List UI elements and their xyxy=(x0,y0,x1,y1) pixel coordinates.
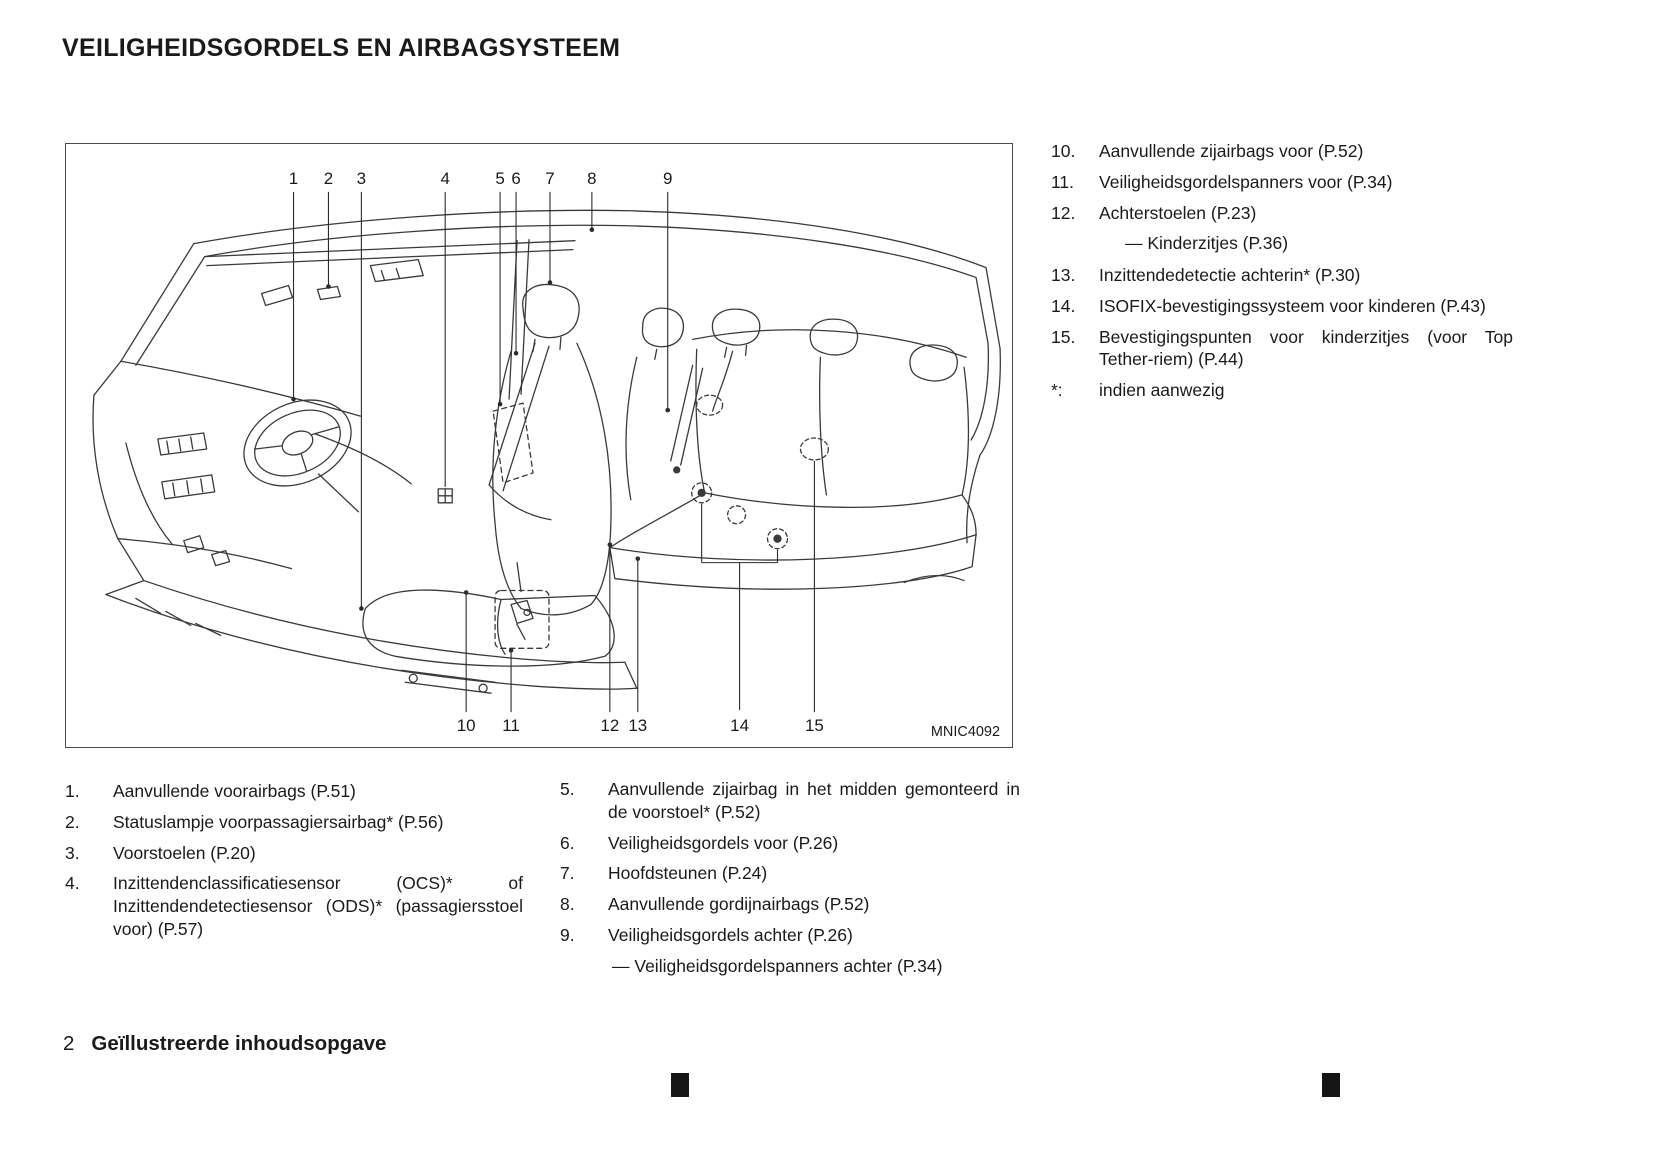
legend-item-text: Veiligheidsgordels voor (P.26) xyxy=(608,832,839,853)
legend-item-text: Inzittendenclassificatiesensor (OCS)* of Inzittendendetectiesensor (ODS)* (passagiersstoel voor) (P.57) xyxy=(113,873,523,939)
legend-item-number: 14. xyxy=(1051,295,1076,316)
legend-item-text: Aanvullende voorairbags (P.51) xyxy=(113,781,356,801)
legend-item-text: Bevestigingspunten voor kinderzitjes (voor Top Tether-riem) (P.44) xyxy=(1099,326,1513,370)
interior-diagram-figure xyxy=(65,143,1013,748)
b-pillar xyxy=(509,240,529,399)
legend-item xyxy=(560,778,1020,824)
legend-item-text: Voorstoelen (P.20) xyxy=(113,842,256,863)
legend-item-number: 9. xyxy=(560,924,575,945)
legend-item xyxy=(65,811,523,834)
leader-dots xyxy=(291,227,670,652)
legend-item-number: 13. xyxy=(1051,265,1076,285)
legend-item-number: 7. xyxy=(560,863,575,884)
callout-12: 12 xyxy=(600,716,620,736)
legend-item-number: 10. xyxy=(1051,141,1076,161)
callout-10: 10 xyxy=(456,716,476,736)
rear-bench xyxy=(610,309,976,589)
legend-item xyxy=(1051,295,1513,318)
occupant-sensor xyxy=(438,489,452,503)
footer-page-number: 2 xyxy=(63,1032,75,1055)
binding-mark-right xyxy=(1322,1073,1340,1097)
legend-item-text: Achterstoelen (P.23) xyxy=(1099,202,1257,223)
legend-item xyxy=(1051,264,1513,287)
legend-item-text: Hoofdsteunen (P.24) xyxy=(608,863,768,884)
callout-numbers xyxy=(289,169,824,735)
callout-2: 2 xyxy=(323,168,334,188)
callout-1: 1 xyxy=(288,168,299,188)
callout-8: 8 xyxy=(587,168,597,188)
car-body-outline xyxy=(93,210,1000,580)
legend-item-number: 11. xyxy=(1051,171,1075,192)
legend-item xyxy=(560,862,1020,885)
binding-mark-left xyxy=(671,1073,689,1097)
legend-subitem: — Kinderzitjes (P.36) xyxy=(1125,233,1289,254)
legend-item-footnote xyxy=(1051,379,1513,402)
callout-6: 6 xyxy=(511,168,521,188)
front-seat xyxy=(363,285,614,694)
callout-15: 15 xyxy=(804,716,824,736)
page-footer xyxy=(63,1032,386,1056)
callout-9: 9 xyxy=(663,168,673,188)
callout-11: 11 xyxy=(502,716,520,736)
legend-bottom-left xyxy=(65,780,523,949)
steering-column xyxy=(318,474,358,512)
legend-item xyxy=(65,842,523,865)
legend-item-number: 15. xyxy=(1051,326,1076,347)
legend-item xyxy=(1051,202,1513,225)
page-title: VEILIGHEIDSGORDELS EN AIRBAGSYSTEEM xyxy=(62,34,621,62)
legend-item-text: Inzittendedetectie achterin* (P.30) xyxy=(1099,265,1361,285)
legend-item-text: Veiligheidsgordels achter (P.26) xyxy=(608,924,853,945)
callout-3: 3 xyxy=(356,168,367,188)
footer-section-title: Geïllustreerde inhoudsopgave xyxy=(91,1032,387,1055)
legend-item xyxy=(560,893,1020,916)
legend-item-text: Veiligheidsgordelspanners voor (P.34) xyxy=(1099,171,1393,192)
callout-4: 4 xyxy=(440,168,450,188)
legend-item-number: 8. xyxy=(560,894,575,914)
legend-item-text: Aanvullende gordijnairbags (P.52) xyxy=(608,894,870,914)
legend-item xyxy=(1051,171,1513,194)
legend-item xyxy=(65,780,523,803)
floor-sill xyxy=(106,576,964,690)
overhead-console xyxy=(317,260,423,300)
legend-item-text: Aanvullende zijairbag in het midden gemonteerd in de voorstoel* (P.52) xyxy=(608,779,1020,822)
legend-item-text: indien aanwezig xyxy=(1099,380,1225,400)
legend-item-number: 12. xyxy=(1051,202,1076,223)
rear-seatbelt xyxy=(671,365,703,473)
callout-5: 5 xyxy=(495,168,505,188)
legend-subitem: — Veiligheidsgordelspanners achter (P.34) xyxy=(612,955,943,976)
legend-right xyxy=(1051,140,1513,410)
figure-code: MNIC4092 xyxy=(930,724,1001,741)
legend-item-number: 3. xyxy=(65,842,80,863)
dashboard xyxy=(118,361,411,568)
legend-item xyxy=(1051,326,1513,372)
callout-13: 13 xyxy=(628,716,648,736)
legend-item xyxy=(65,872,523,940)
legend-item-text: ISOFIX-bevestigingssysteem voor kinderen (P.43) xyxy=(1099,295,1486,316)
callout-14: 14 xyxy=(730,716,750,736)
legend-item-number: 4. xyxy=(65,873,80,894)
legend-item-number: 6. xyxy=(560,832,575,853)
legend-item-number: 1. xyxy=(65,781,80,801)
legend-item-number: *: xyxy=(1051,380,1063,400)
legend-item-text: Aanvullende zijairbags voor (P.52) xyxy=(1099,141,1364,161)
legend-item-text: Statuslampje voorpassagiersairbag* (P.56) xyxy=(113,811,444,832)
callout-7: 7 xyxy=(545,168,555,188)
door-mirror xyxy=(262,286,293,306)
legend-item-number: 2. xyxy=(65,811,80,832)
legend-item xyxy=(560,832,1020,855)
child-anchor-points xyxy=(692,351,829,548)
car-interior-drawing xyxy=(66,144,1012,747)
steering-wheel xyxy=(230,384,365,502)
legend-item xyxy=(560,924,1020,947)
legend-bottom-middle xyxy=(560,778,1020,986)
legend-item xyxy=(1051,140,1513,163)
legend-item-number: 5. xyxy=(560,779,575,799)
